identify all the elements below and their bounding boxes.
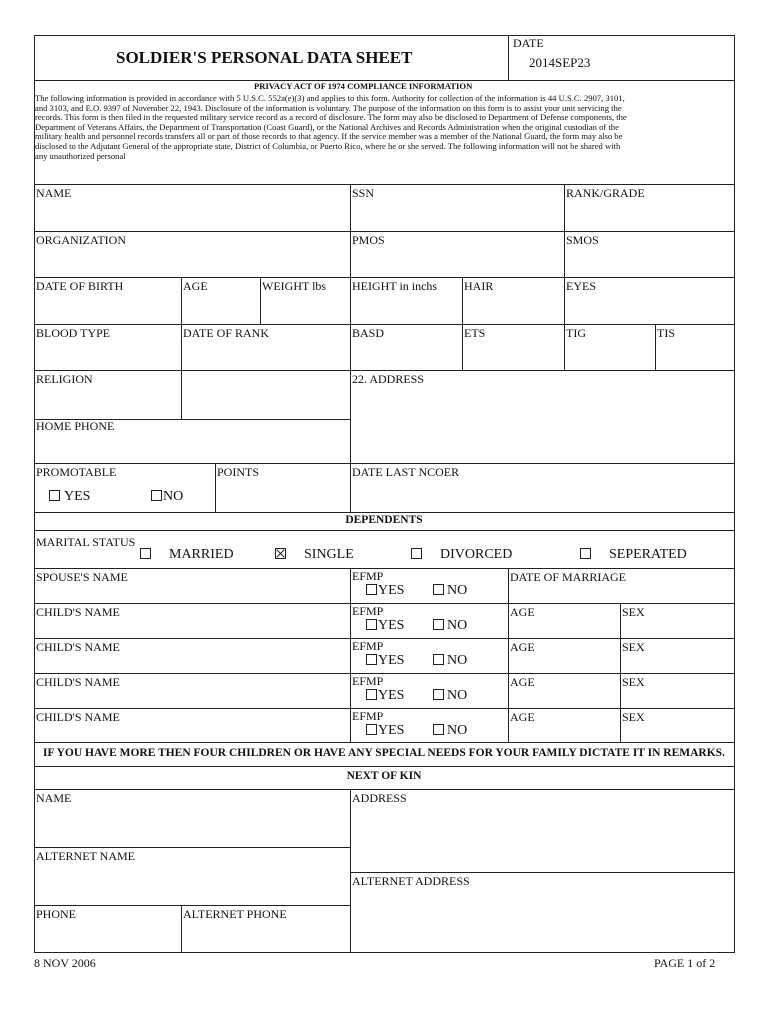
checkbox[interactable] — [433, 724, 444, 735]
child-name-field[interactable]: CHILD'S NAME — [36, 640, 120, 654]
date-of-marriage-field[interactable]: DATE OF MARRIAGE — [510, 570, 627, 584]
privacy-line: Department of Veterans Affairs, the Department of Transportation (Coast Guard), or the National Archives and Records Administration when the original custodian of the — [35, 121, 619, 132]
checkbox[interactable] — [151, 490, 162, 501]
hair-field[interactable]: HAIR — [464, 279, 494, 293]
date-of-rank-field[interactable]: DATE OF RANK — [183, 326, 270, 340]
yes-label: YES — [378, 688, 405, 703]
checkbox[interactable] — [366, 584, 377, 595]
privacy-text — [35, 94, 735, 161]
privacy-line: The following information is provided in accordance with 5 U.S.C. 552a(e)(3) and applies to this form. Authority for collection of the information is 44 U.S.C. 2907, 3101, — [35, 93, 625, 103]
option-label: SEPERATED — [609, 547, 687, 562]
organization-field[interactable]: ORGANIZATION — [36, 233, 126, 247]
kin-alternet-name-field[interactable]: ALTERNET NAME — [36, 849, 135, 863]
religion-field[interactable]: RELIGION — [36, 372, 93, 386]
points-field[interactable]: POINTS — [217, 465, 260, 479]
efmp-yes-option[interactable] — [366, 688, 404, 704]
home-phone-field[interactable]: HOME PHONE — [36, 419, 115, 433]
marital-status-label: MARITAL STATUS — [36, 535, 136, 549]
form-border — [34, 35, 735, 953]
option-label: MARRIED — [169, 547, 234, 562]
privacy-line: disclosed to the Adjutant General of the appropriate state, District of Columbia, or Puerto Rico, where he or she served. The following information will not be shared with — [35, 140, 621, 151]
page-number: PAGE 1 of 2 — [654, 956, 716, 970]
basd-field[interactable]: BASD — [352, 326, 385, 340]
checkbox[interactable] — [433, 584, 444, 595]
child-age-field[interactable]: AGE — [510, 675, 535, 689]
child-sex-field[interactable]: SEX — [622, 640, 645, 654]
privacy-line: records. This form is then filed in the requested military service record as a record of disclosure. The form may also be disclosed to Department of Defense components, the — [35, 112, 627, 123]
no-label: NO — [447, 583, 468, 598]
kin-phone-field[interactable]: PHONE — [36, 907, 77, 921]
yes-label: YES — [378, 583, 405, 598]
yes-label: YES — [64, 489, 91, 504]
kin-alternet-address-field[interactable]: ALTERNET ADDRESS — [352, 874, 470, 888]
kin-name-field[interactable]: NAME — [36, 791, 72, 805]
checkbox[interactable] — [366, 724, 377, 735]
date-of-birth-field[interactable]: DATE OF BIRTH — [36, 279, 124, 293]
yes-label: YES — [378, 618, 405, 633]
checkbox[interactable] — [140, 548, 151, 559]
marital-option-seperated[interactable] — [580, 547, 687, 563]
promotable-yes-option[interactable] — [49, 489, 90, 505]
kin-alternet-phone-field[interactable]: ALTERNET PHONE — [183, 907, 287, 921]
checkbox[interactable] — [433, 654, 444, 665]
checkbox[interactable] — [275, 548, 286, 559]
pmos-field[interactable]: PMOS — [352, 233, 385, 247]
checkbox[interactable] — [433, 689, 444, 700]
no-label: NO — [447, 618, 468, 633]
form-revision-date: 8 NOV 2006 — [34, 956, 96, 970]
child-sex-field[interactable]: SEX — [622, 675, 645, 689]
efmp-yes-option[interactable] — [366, 618, 404, 634]
efmp-no-option[interactable] — [433, 653, 467, 669]
checkbox[interactable] — [411, 548, 422, 559]
checkbox[interactable] — [366, 689, 377, 700]
remarks-notice: IF YOU HAVE MORE THEN FOUR CHILDREN OR HAVE ANY SPECIAL NEEDS FOR YOUR FAMILY DICTATE IT IN REMARKS. — [43, 747, 725, 759]
efmp-no-option[interactable] — [433, 723, 467, 739]
child-age-field[interactable]: AGE — [510, 710, 535, 724]
checkbox[interactable] — [49, 490, 60, 501]
rank-grade-field[interactable]: RANK/GRADE — [566, 186, 645, 200]
marital-option-single[interactable] — [275, 547, 354, 563]
weight-field[interactable]: WEIGHT lbs — [262, 279, 327, 293]
smos-field[interactable]: SMOS — [566, 233, 599, 247]
tis-field[interactable]: TIS — [657, 326, 675, 340]
efmp-label: EFMP — [352, 674, 384, 688]
privacy-heading: PRIVACY ACT OF 1974 COMPLIANCE INFORMATION — [254, 81, 473, 91]
eyes-field[interactable]: EYES — [566, 279, 596, 293]
efmp-yes-option[interactable] — [366, 723, 404, 739]
marital-option-married[interactable] — [140, 547, 234, 563]
efmp-label: EFMP — [352, 604, 384, 618]
privacy-line: and 3103, and E.O. 9397 of November 22, 1943. Disclosure of the information is voluntary. The purpose of the information on this form is to assist your unit servicing the — [35, 102, 622, 113]
ets-field[interactable]: ETS — [464, 326, 486, 340]
efmp-label: EFMP — [352, 709, 384, 723]
efmp-yes-option[interactable] — [366, 583, 404, 599]
child-age-field[interactable]: AGE — [510, 640, 535, 654]
form-title: SOLDIER'S PERSONAL DATA SHEET — [116, 48, 413, 67]
child-name-field[interactable]: CHILD'S NAME — [36, 605, 120, 619]
no-label: NO — [447, 688, 468, 703]
date-label: DATE — [513, 36, 544, 50]
checkbox[interactable] — [580, 548, 591, 559]
dependents-heading: DEPENDENTS — [345, 514, 423, 526]
no-label: NO — [447, 723, 468, 738]
no-label: NO — [447, 653, 468, 668]
date-last-ncoer-field[interactable]: DATE LAST NCOER — [352, 465, 460, 479]
tig-field[interactable]: TIG — [566, 326, 586, 340]
promotable-label: PROMOTABLE — [36, 465, 117, 479]
efmp-no-option[interactable] — [433, 618, 467, 634]
efmp-no-option[interactable] — [433, 583, 467, 599]
checkbox[interactable] — [433, 619, 444, 630]
promotable-no-option[interactable] — [151, 489, 183, 505]
no-label: NO — [163, 489, 184, 504]
age-field[interactable]: AGE — [183, 279, 208, 293]
kin-address-field[interactable]: ADDRESS — [352, 791, 407, 805]
blood-type-field[interactable]: BLOOD TYPE — [36, 326, 111, 340]
marital-option-divorced[interactable] — [411, 547, 512, 563]
next-of-kin-heading: NEXT OF KIN — [346, 770, 422, 782]
date-value[interactable]: 2014SEP23 — [529, 55, 591, 70]
yes-label: YES — [378, 723, 405, 738]
efmp-label: EFMP — [352, 569, 384, 583]
efmp-label: EFMP — [352, 639, 384, 653]
child-sex-field[interactable]: SEX — [622, 710, 645, 724]
efmp-no-option[interactable] — [433, 688, 467, 704]
option-label: SINGLE — [304, 547, 354, 562]
child-name-field[interactable]: CHILD'S NAME — [36, 710, 120, 724]
height-field[interactable]: HEIGHT in inchs — [352, 279, 438, 293]
address-field[interactable]: 22. ADDRESS — [352, 372, 425, 386]
child-age-field[interactable]: AGE — [510, 605, 535, 619]
checkbox[interactable] — [366, 654, 377, 665]
efmp-yes-option[interactable] — [366, 653, 404, 669]
checkbox[interactable] — [366, 619, 377, 630]
child-name-field[interactable]: CHILD'S NAME — [36, 675, 120, 689]
spouse-name-field[interactable]: SPOUSE'S NAME — [36, 570, 128, 584]
privacy-line: any unauthorized personal — [35, 150, 126, 161]
privacy-line: military health and personnel records transfers all or part of those records to that agency. If the service member was a member of the National Guard, the form may also be — [35, 131, 623, 142]
yes-label: YES — [378, 653, 405, 668]
name-field[interactable]: NAME — [36, 186, 72, 200]
ssn-field[interactable]: SSN — [352, 186, 375, 200]
option-label: DIVORCED — [440, 547, 513, 562]
child-sex-field[interactable]: SEX — [622, 605, 645, 619]
